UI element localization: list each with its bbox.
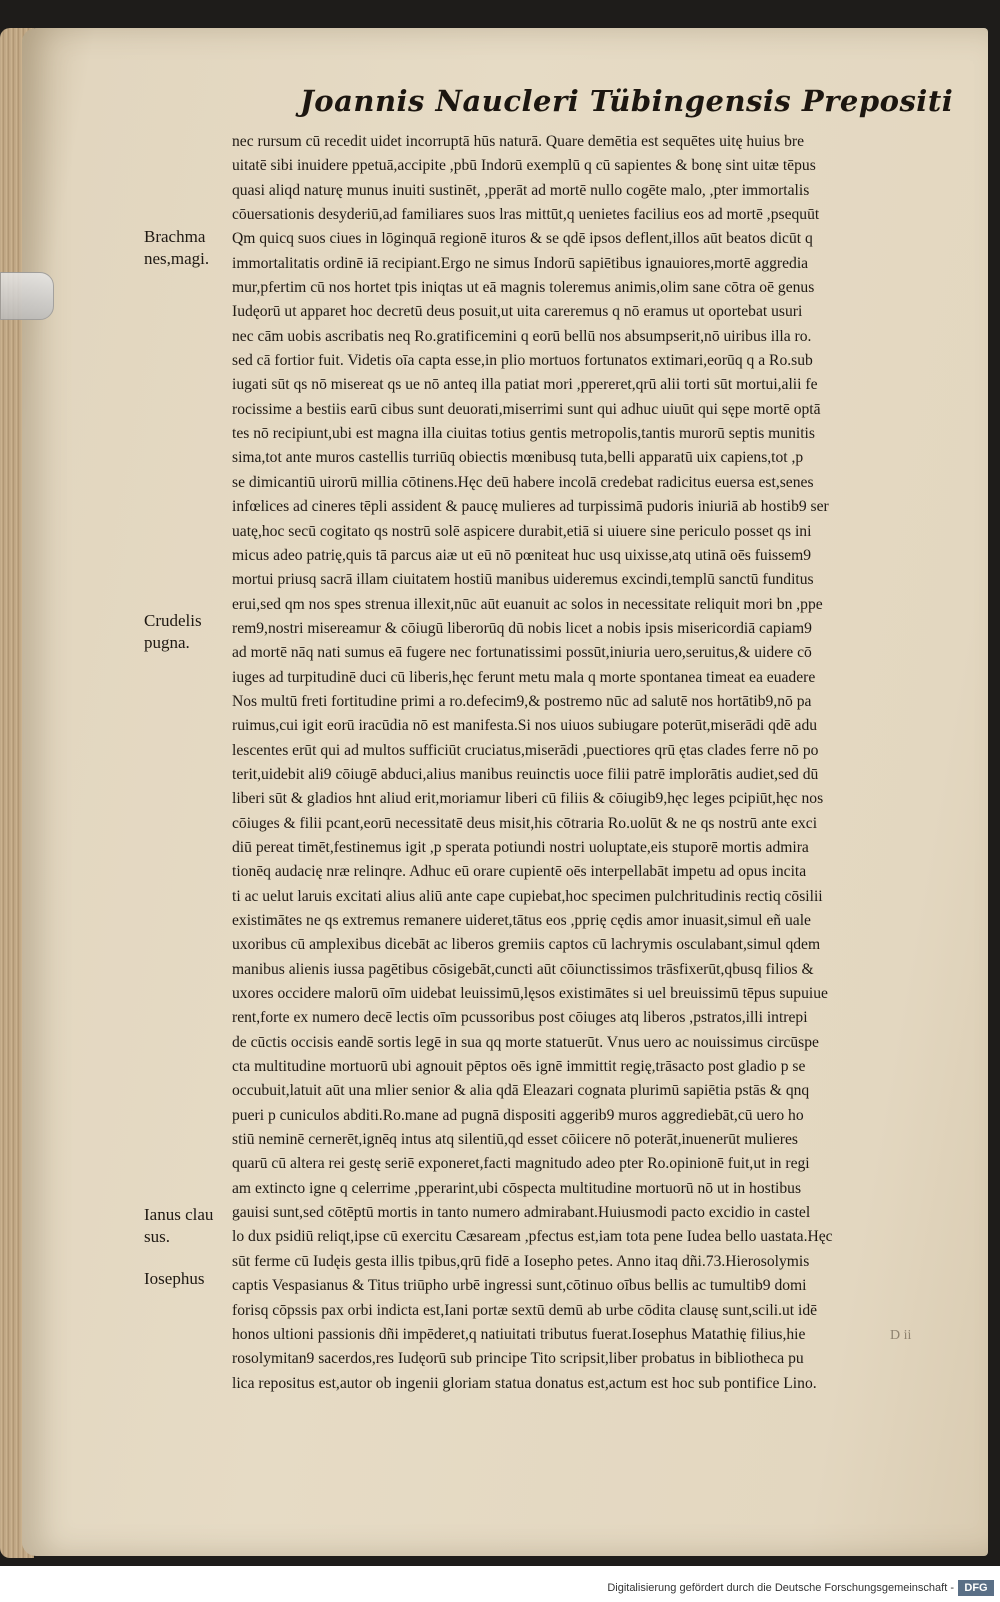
text-line: quasi aliqd naturę munus inuiti sustinēt, ,pperāt ad mortē nullo cogēte malo, ,pter immortalis <box>232 181 810 199</box>
margin-note-ianus-clausus <box>144 1204 232 1248</box>
margin-note-brachmanes <box>144 226 232 270</box>
text-line: se dimicantiū uirorū millia cōtinens.Hęc deū habere incolā credebat radicitus euersa est,senes <box>232 473 814 491</box>
text-line: gauisi sunt,sed cōtēptū mortis in tanto numero admirabant.Huiusmodi pacto excidio in castel <box>232 1204 811 1222</box>
text-line: lo dux psidiū reliqt,ipse cū exercitu Cæsaream ,pfectus est,iam tota pene Iudea bello uastata.Hęc <box>232 1228 833 1246</box>
margin-note-iosephus <box>144 1268 232 1290</box>
text-line: immortalitatis ordinē iā recipiant.Ergo ne simus Indorū sapiētibus ignauiores,mortē aggredia <box>232 254 809 272</box>
text-line: tes nō recipiunt,ubi est magna illa ciuitas totius gentis metropolis,tantis murorū septis munitis <box>232 425 815 443</box>
margin-note-line: Brachma <box>144 227 206 246</box>
text-line: mur,pfertim cū nos hortet tpis iniqtas ut eā magnis toleremus animis,olim sane cōtra oē genus <box>232 279 815 297</box>
main-text-block <box>232 130 954 1396</box>
text-line: lescentes erūt qui ad multos sufficiūt cruciatus,miserādi ,puectiores qrū ętas clades ferre nō po <box>232 741 819 759</box>
running-head: Joannis Naucleri Tübingensis Prepositi <box>300 84 954 118</box>
text-line: Iudęorū ut apparet hoc decretū deus posuit,ut uita careremus q nō eramus ut oportebat usuri <box>232 303 803 321</box>
text-line: erui,sed qm nos spes strenua illexit,nūc aūt euanuit ac solos in necessitate reliquit mori bn ,ppe <box>232 595 823 613</box>
digitization-footer <box>0 1566 1000 1602</box>
text-line: rent,forte ex numero decē lectis oīm pcussoribus post cōiuges atq liberos ,pstratos,illi intrepi <box>232 1009 808 1027</box>
margin-note-line: pugna. <box>144 633 190 652</box>
text-line: uatę,hoc secū cogitato qs nostrū solē aspicere durabit,etiā si uiuere sine periculo posset qs ini <box>232 522 812 540</box>
text-line: lica repositus est,autor ob ingenii gloriam statua donatus est,actum est hoc sub pontifice Lino. <box>232 1374 817 1392</box>
text-line: terit,uidebit ali9 cōiugē abduci,alius manibus reuinctis uoce filii patrē implorātis audiet,sed dū <box>232 765 819 783</box>
margin-note-line: Iosephus <box>144 1269 205 1288</box>
text-line: quarū cū altera rei gestę seriē exponeret,facti magnitudo adeo pter Ro.opinionē fuit,ut in regi <box>232 1155 810 1173</box>
signature-mark: D ii <box>890 1328 912 1343</box>
margin-note-line: sus. <box>144 1227 170 1246</box>
text-line: uxoribus cū amplexibus dicebāt ac liberos gremiis captos cū lachrymis osculabant,simul qdem <box>232 936 821 954</box>
text-line: cta multitudine mortuorū ubi agnouit pēptos oēs ignē immittit regię,trāsacto post gladio p se <box>232 1058 806 1076</box>
margin-note-line: nes,magi. <box>144 249 210 268</box>
text-line: sed cā fortior fuit. Videtis oīa capta esse,in plio mortuos fortunatos extimari,eorūq q a Ro.sub <box>232 352 813 370</box>
text-line: cōuersationis desyderiū,ad familiares suos lras mittūt,q uenietes facilius eos ad mortē ,psequūt <box>232 206 820 224</box>
margin-note-line: Crudelis <box>144 611 202 630</box>
text-line: Nos multū freti fortitudine primi a ro.defecim9,& postremo nūc ad salutē nos hortātib9,nō pa <box>232 692 812 710</box>
text-line: Qm quicq suos ciues in lōginquā regionē ituros & se qdē ipsos deflent,illos aūt beatos dicūt q <box>232 230 813 248</box>
text-line: rem9,nostri misereamur & cōiugū liberorūq dū nobis licet a nobis ipsis misericordiā capiam9 <box>232 619 812 637</box>
text-line: ruimus,cui igit eorū iracūdia nō est manifesta.Si nos uiuos subiugare poterūt,miserādi qdē adu <box>232 717 818 735</box>
text-line: occubuit,latuit aūt una mlier senior & alia qdā Eleazari cognata plurimū sapiētia pstās & qnq <box>232 1082 810 1100</box>
text-line: diū pereat timēt,festinemus igit ,p sperata potiundi nostri uoluptate,eis stuporē mortis admira <box>232 838 809 856</box>
text-line: captis Vespasianus & Titus triūpho urbē ingressi sunt,cōtinuo oībus bellis ac tumultib9 domi <box>232 1277 807 1295</box>
margin-note-crudelis-pugna <box>144 610 232 654</box>
text-line: honos ultioni passionis dñi impēderet,q natiuitati tributus fuerat.Iosephus Matathię filius,hie <box>232 1325 806 1343</box>
text-line: cōiuges & filii pcant,eorū necessitatē deus misit,his cōtraria Ro.uolūt & ne qs nostrū ante exci <box>232 814 818 832</box>
margin-note-line: Ianus clau <box>144 1205 214 1224</box>
text-line: liberi sūt & gladios hnt aliud erit,moriamur liberi cū filiis & cōiugib9,hęc leges pcipiūt,hęc nos <box>232 790 824 808</box>
text-line: sūt ferme cū Iudęis gesta illis tpibus,qrū fidē a Iosepho petes. Anno itaq dñi.73.Hierosolymis <box>232 1252 810 1270</box>
text-line: uxores occidere malorū oīm uidebat leuissimū,lęsos existimātes si uel breuissimū tēpus supuiue <box>232 985 828 1003</box>
text-line: infœlices ad cineres tēpli assident & paucę mulieres ad turpissimā pudoris iniuriā ab hostib9 ser <box>232 498 829 516</box>
text-line: de cūctis occisis eandē sortis legē in sua qq morte statuerūt. Vnus uero ac nouissimus circūspe <box>232 1033 819 1051</box>
text-line: iugati sūt qs nō misereat qs ue nō anteq illa patiat mori ,ppereret,qrū alii torti sūt mortui,alii fe <box>232 376 818 394</box>
text-line: forisq cōpssis pax orbi indicta est,Iani portæ sextū demū ab urbe cōdita clausę sunt,scili.ut idē <box>232 1301 818 1319</box>
text-line: iuges ad turpitudinē duci cū liberis,hęc ferunt metu mala q morte spontanea timeat ea euadere <box>232 668 816 686</box>
text-line: pueri p cuniculos abditi.Ro.mane ad pugnā dispositi aggerib9 muros aggrediebāt,cū uero ho <box>232 1106 804 1124</box>
text-line: micus adeo patrię,quis tā parcus aiæ ut eū nō pœniteat huc usq uixisse,atq utinā oēs fuissem9 <box>232 546 812 564</box>
text-line: existimātes ne qs extremus remanere uideret,tātus eos ,pprię cędis amor inuasit,simul eñ uale <box>232 912 811 929</box>
text-line: am extincto igne q celerrime ,pperarint,ubi cōspecta multitudine mortuorū nō ut in hostibus <box>232 1179 802 1197</box>
text-line: uitatē sibi inuidere ppetuā,accipite ,pbū Indorū exemplū q cū sapientes & bonę sint uitæ tēpus <box>232 157 816 175</box>
funding-notice: Digitalisierung gefördert durch die Deutsche Forschungsgemeinschaft - <box>607 1582 954 1594</box>
page-clip <box>0 272 54 320</box>
text-line: mortui priusq sacrā illam ciuitatem hostiū manibus uideremus excindi,templū sanctū funditus <box>232 571 814 589</box>
text-line: nec cām uobis ascribatis neq Ro.gratificemini q eorū bellū nos absumpserit,nō uiribus illa ro. <box>232 327 812 345</box>
text-line: nec rursum cū recedit uidet incorruptā hūs naturā. Quare demētia est sequētes uitę huius bre <box>232 133 804 150</box>
text-line: manibus alienis iussa pagētibus cōsigebāt,cuncti aūt cōiunctissimos trāsfixerūt,qbusq filios & <box>232 960 814 978</box>
text-line: stiū neminē cernerēt,ignēq intus atq silentiū,qd esset cōiicere nō poterāt,inuenerūt mulieres <box>232 1131 798 1149</box>
text-line: sima,tot ante muros castellis turriūq obiectis mœnibusq tuta,belli apparatū uix capiens,tot ,p <box>232 449 804 467</box>
text-line: ti ac uelut laruis excitati alius aliū ante cape cupiebat,hoc specimen pulchritudinis rectiq cōsilii <box>232 887 823 905</box>
dfg-logo-icon: DFG <box>958 1580 994 1596</box>
text-line: tionēq audacię nræ relinqre. Adhuc eū orare cupientē oēs interpellabāt impetu ad opus incita <box>232 863 807 881</box>
text-line: rocissime a bestiis earū cibus sunt deuorati,miserrimi sunt qui adhuc uiuūt qui sępe mortē optā <box>232 400 821 418</box>
text-line: rosolymitan9 sacerdos,res Iudęorū sub principe Tito scripsit,liber probatus in bibliotheca pu <box>232 1350 804 1368</box>
text-line: ad mortē nāq nati sumus eā fugere nec fortunatissimi possūt,iniuria uero,seruitus,& uidere cō <box>232 644 812 662</box>
